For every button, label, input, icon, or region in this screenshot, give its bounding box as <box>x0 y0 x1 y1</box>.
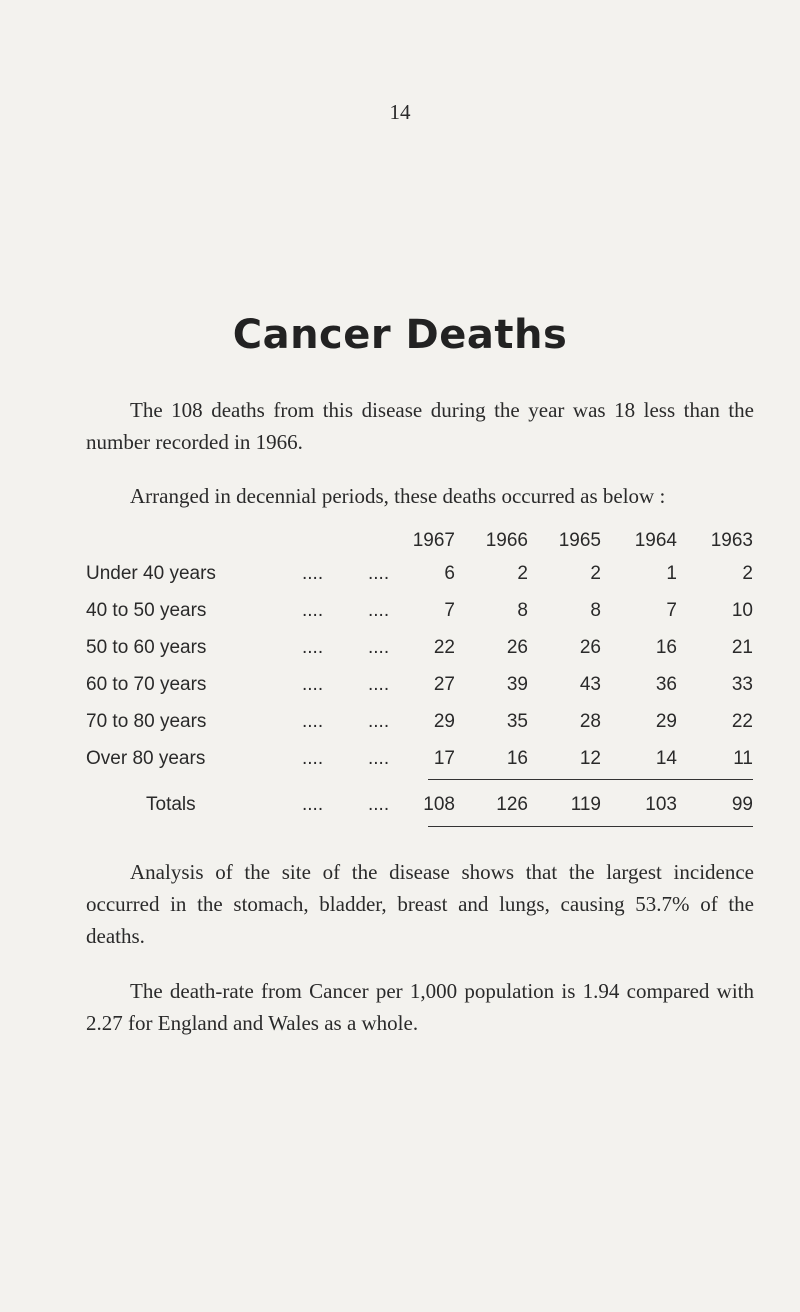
leader-dots: .... <box>302 748 324 769</box>
totals-top-rule <box>428 779 753 780</box>
table-cell: 2 <box>517 563 528 584</box>
leader-dots: .... <box>368 563 390 584</box>
table-cell: 10 <box>731 600 753 621</box>
leader-dots: .... <box>302 674 324 695</box>
table-cell: 26 <box>506 637 528 658</box>
table-cell: 7 <box>444 600 455 621</box>
table-intro-paragraph: Arranged in decennial periods, these deaths occurred as below : <box>130 484 666 508</box>
year-header: 1966 <box>485 530 528 551</box>
totals-label: Totals <box>146 794 196 815</box>
totals-cell: 99 <box>731 794 753 815</box>
table-cell: 29 <box>433 711 455 732</box>
table-cell: 2 <box>590 563 601 584</box>
death-rate-paragraph: The death-rate from Cancer per 1,000 population is 1.94 compared with 2.27 for England and Wales as a whole. <box>86 979 754 1035</box>
table-row-label: 50 to 60 years <box>86 637 207 658</box>
table-cell: 33 <box>731 674 753 695</box>
table-row-label: Under 40 years <box>86 563 216 584</box>
year-header: 1965 <box>558 530 601 551</box>
totals-cell: 103 <box>645 794 677 815</box>
table-cell: 28 <box>579 711 601 732</box>
totals-cell: 108 <box>423 794 455 815</box>
table-cell: 36 <box>655 674 677 695</box>
table-cell: 29 <box>655 711 677 732</box>
leader-dots: .... <box>368 637 390 658</box>
leader-dots: .... <box>302 794 324 815</box>
table-cell: 17 <box>433 748 455 769</box>
leader-dots: .... <box>302 637 324 658</box>
leader-dots: .... <box>368 794 390 815</box>
table-cell: 35 <box>506 711 528 732</box>
table-cell: 7 <box>666 600 677 621</box>
table-cell: 16 <box>506 748 528 769</box>
table-cell: 2 <box>742 563 753 584</box>
table-cell: 12 <box>579 748 601 769</box>
leader-dots: .... <box>302 600 324 621</box>
table-cell: 8 <box>517 600 528 621</box>
table-cell: 39 <box>506 674 528 695</box>
table-cell: 6 <box>444 563 455 584</box>
table-cell: 11 <box>733 748 753 769</box>
table-cell: 14 <box>655 748 677 769</box>
table-row-label: 60 to 70 years <box>86 674 207 695</box>
table-row-label: 40 to 50 years <box>86 600 207 621</box>
leader-dots: .... <box>368 711 390 732</box>
totals-cell: 126 <box>496 794 528 815</box>
table-cell: 26 <box>579 637 601 658</box>
table-cell: 22 <box>731 711 753 732</box>
table-cell: 1 <box>666 563 677 584</box>
year-header: 1963 <box>710 530 753 551</box>
year-header: 1967 <box>412 530 455 551</box>
table-cell: 43 <box>579 674 601 695</box>
intro-paragraph: The 108 deaths from this disease during the year was 18 less than the number recorded in 1966. <box>86 398 754 454</box>
table-cell: 8 <box>590 600 601 621</box>
leader-dots: .... <box>368 748 390 769</box>
leader-dots: .... <box>368 674 390 695</box>
page-number: 14 <box>389 100 411 124</box>
leader-dots: .... <box>302 711 324 732</box>
totals-cell: 119 <box>570 794 601 815</box>
analysis-paragraph: Analysis of the site of the disease shows that the largest incidence occurred in the stomach, bladder, breast and lungs, causing 53.7% of the deaths. <box>86 860 754 948</box>
table-cell: 27 <box>433 674 455 695</box>
table-cell: 22 <box>433 637 455 658</box>
totals-bottom-rule <box>428 826 753 827</box>
leader-dots: .... <box>302 563 324 584</box>
table-row-label: Over 80 years <box>86 748 206 769</box>
table-cell: 21 <box>731 637 753 658</box>
table-row-label: 70 to 80 years <box>86 711 207 732</box>
leader-dots: .... <box>368 600 390 621</box>
table-cell: 16 <box>655 637 677 658</box>
year-header: 1964 <box>634 530 677 551</box>
page-title: Cancer Deaths <box>232 312 568 358</box>
